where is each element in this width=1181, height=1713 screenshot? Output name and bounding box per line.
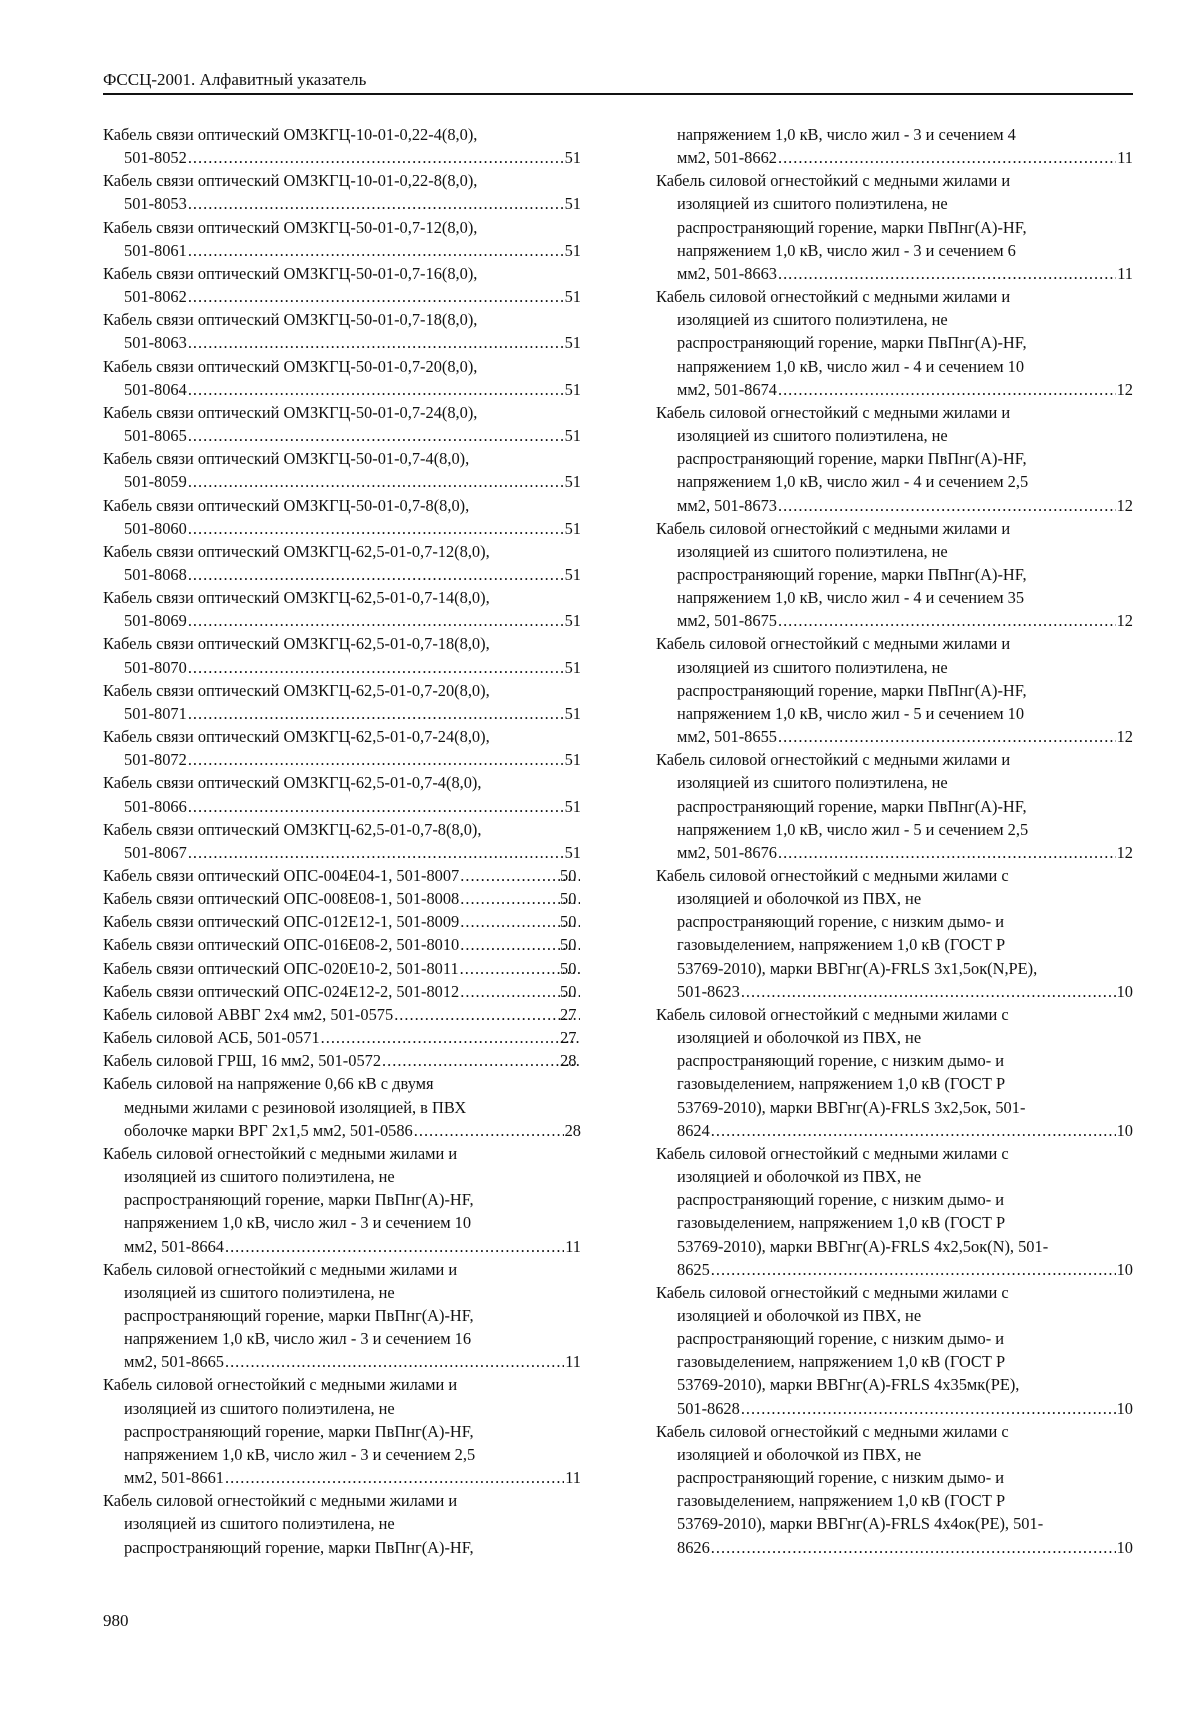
entry-line: изоляцией из сшитого полиэтилена, не [124, 1282, 395, 1302]
entry-page-ref: 28 [564, 1120, 581, 1140]
entry-code: мм2, 501-8655 [677, 727, 777, 747]
entry-last-line [124, 517, 581, 540]
entry-line: распространяющий горение, марки ПвПнг(А)-HF, [677, 449, 1027, 469]
entry-line: Кабель силовой огнестойкий с медными жилами и [103, 1375, 458, 1395]
entry-code: мм2, 501-8661 [124, 1468, 224, 1488]
entry-last-line [124, 378, 581, 401]
entry-line: 53769-2010), марки ВВГнг(А)-FRLS 3х1,5ок(N,PE), [677, 958, 1038, 978]
entry-code: 501-8070 [124, 657, 187, 677]
dot-leader [188, 146, 564, 169]
dot-leader [188, 424, 564, 447]
page-number: 980 [103, 1611, 129, 1630]
entry-line: Кабель силовой огнестойкий с медными жилами и [656, 750, 1011, 770]
index-entry [103, 818, 581, 864]
entry-last-line [124, 656, 581, 679]
entry-line: напряжением 1,0 кВ, число жил - 3 и сечением 4 [677, 125, 1016, 144]
dot-leader [394, 1003, 580, 1026]
entry-line: изоляцией из сшитого полиэтилена, не [124, 1398, 395, 1418]
entry-line: Кабель связи оптический ОМЗКГЦ-10-01-0,22-4(8,0), [103, 125, 478, 144]
dot-leader [188, 378, 564, 401]
entry-page-ref: 51 [564, 796, 581, 816]
entry-last-line: Кабель связи оптический ОПС-020Е10-2, 501-8011 ..... 50 [124, 957, 581, 980]
entry-line: медными жилами с резиновой изоляцией, в ПВХ [124, 1097, 467, 1117]
entry-line: распространяющий горение, марки ПвПнг(А)-HF, [124, 1305, 474, 1325]
entry-code: оболочке марки ВРГ 2х1,5 мм2, 501-0586 [124, 1120, 413, 1140]
entry-line: распространяющий горение, с низким дымо- и [677, 912, 1005, 932]
entry-line: Кабель силовой огнестойкий с медными жилами и [656, 287, 1011, 307]
dot-leader [778, 609, 1116, 632]
entry-code: Кабель связи оптический ОПС-024Е12-2, 501-8012 [103, 981, 460, 1001]
entry-page-ref: 51 [564, 333, 581, 353]
entry-code: Кабель связи оптический ОПС-016Е08-2, 501-8010 [103, 935, 460, 955]
dot-leader [188, 285, 564, 308]
dot-leader [414, 1119, 564, 1142]
entry-last-line [677, 1397, 1133, 1420]
entry-line: Кабель связи оптический ОМЗКГЦ-50-01-0,7-12(8,0), [103, 217, 478, 237]
entry-line: 53769-2010), марки ВВГнг(А)-FRLS 4х35мк(PE), [677, 1375, 1020, 1395]
entry-code: 501-8065 [124, 426, 187, 446]
entry-line: Кабель силовой огнестойкий с медными жилами и [103, 1491, 458, 1511]
entry-page-ref: 51 [564, 287, 581, 307]
entry-code: 501-8063 [124, 333, 187, 353]
entry-line: изоляцией из сшитого полиэтилена, не [677, 194, 948, 214]
dot-leader [778, 146, 1116, 169]
entry-code: 501-8628 [677, 1398, 740, 1418]
entry-line: Кабель силовой огнестойкий с медными жилами с [656, 1282, 1009, 1302]
entry-line: газовыделением, напряжением 1,0 кВ (ГОСТ Р [677, 1213, 1006, 1233]
index-column-left [103, 123, 581, 1559]
dot-leader [225, 1235, 564, 1258]
dot-leader [225, 1466, 564, 1489]
entry-last-line [677, 609, 1133, 632]
dot-leader [188, 795, 564, 818]
entry-page-ref: 12 [1116, 495, 1133, 515]
entry-code: мм2, 501-8663 [677, 263, 777, 283]
entry-page-ref: 10 [1116, 1398, 1133, 1418]
entry-code: 8624 [677, 1120, 710, 1140]
entry-last-line [124, 702, 581, 725]
entry-page-ref: 10 [1116, 1120, 1133, 1140]
index-entry [103, 447, 581, 493]
entry-line: Кабель связи оптический ОМЗКГЦ-50-01-0,7-8(8,0), [103, 495, 470, 515]
index-entry [103, 864, 581, 887]
entry-page-ref: 51 [564, 750, 581, 770]
entry-line: Кабель связи оптический ОМЗКГЦ-62,5-01-0,7-14(8,0), [103, 588, 490, 608]
entry-line: напряжением 1,0 кВ, число жил - 3 и сечением 2,5 [124, 1444, 476, 1464]
entry-line: изоляцией и оболочкой из ПВХ, не [677, 1028, 922, 1048]
entry-line: Кабель связи оптический ОМЗКГЦ-10-01-0,22-8(8,0), [103, 171, 478, 191]
dot-leader [188, 331, 564, 354]
dot-leader [778, 494, 1116, 517]
entry-line: напряжением 1,0 кВ, число жил - 5 и сечением 2,5 [677, 819, 1029, 839]
index-entry [103, 401, 581, 447]
entry-last-line: Кабель силовой АВВГ 2х4 мм2, 501-0575 ..... 27 [124, 1003, 581, 1026]
entry-last-line [124, 1350, 581, 1373]
entry-line: напряжением 1,0 кВ, число жил - 3 и сечением 16 [124, 1329, 472, 1349]
entry-page-ref: 51 [564, 657, 581, 677]
entry-code: 501-8060 [124, 518, 187, 538]
index-entry [103, 771, 581, 817]
entry-last-line [677, 146, 1133, 169]
entry-last-line [677, 1258, 1133, 1281]
entry-page-ref: 11 [565, 1352, 581, 1372]
entry-code: 8626 [677, 1537, 710, 1557]
entry-line: Кабель силовой огнестойкий с медными жилами с [656, 1004, 1009, 1024]
dot-leader [188, 470, 564, 493]
entry-last-line [124, 1119, 581, 1142]
entry-line: Кабель силовой огнестойкий с медными жилами с [656, 1143, 1009, 1163]
entry-line: распространяющий горение, марки ПвПнг(А)-HF, [124, 1537, 474, 1557]
entry-page-ref: 11 [1117, 263, 1133, 283]
entry-last-line [124, 748, 581, 771]
entry-code: 501-8067 [124, 842, 187, 862]
entry-line: распространяющий горение, с низким дымо- и [677, 1190, 1005, 1210]
dot-leader [188, 192, 564, 215]
index-entry [103, 1258, 581, 1374]
dot-leader [188, 563, 564, 586]
entry-code: 501-8069 [124, 611, 187, 631]
index-entry [103, 1049, 581, 1072]
entry-last-line: Кабель связи оптический ОПС-004Е04-1, 501-8007 ..... 50 [124, 864, 581, 887]
entry-page-ref: 51 [564, 426, 581, 446]
index-entry [656, 864, 1133, 1003]
entry-line: Кабель связи оптический ОМЗКГЦ-50-01-0,7-16(8,0), [103, 263, 478, 283]
entry-line: газовыделением, напряжением 1,0 кВ (ГОСТ Р [677, 1074, 1006, 1094]
entry-page-ref: 51 [564, 842, 581, 862]
entry-line: напряжением 1,0 кВ, число жил - 4 и сечением 2,5 [677, 472, 1029, 492]
entry-code: 501-8071 [124, 703, 187, 723]
entry-line: напряжением 1,0 кВ, число жил - 3 и сечением 10 [124, 1213, 472, 1233]
entry-line: Кабель силовой огнестойкий с медными жилами и [656, 402, 1011, 422]
dot-leader [741, 1397, 1116, 1420]
dot-leader [778, 378, 1116, 401]
entry-line: Кабель силовой огнестойкий с медными жилами с [656, 1421, 1009, 1441]
entry-line: изоляцией из сшитого полиэтилена, не [677, 541, 948, 561]
entry-last-line: Кабель силовой ГРШ, 16 мм2, 501-0572 ..... 28 [124, 1049, 581, 1072]
entry-line: Кабель связи оптический ОМЗКГЦ-50-01-0,7-18(8,0), [103, 310, 478, 330]
entry-line: Кабель связи оптический ОМЗКГЦ-50-01-0,7-24(8,0), [103, 402, 478, 422]
entry-last-line [677, 262, 1133, 285]
index-entry [103, 679, 581, 725]
index-entry [103, 933, 581, 956]
entry-last-line [677, 494, 1133, 517]
entry-line: Кабель силовой на напряжение 0,66 кВ с двумя [103, 1074, 434, 1094]
entry-line: изоляцией из сшитого полиэтилена, не [124, 1167, 395, 1187]
entry-line: распространяющий горение, марки ПвПнг(А)-HF, [677, 217, 1027, 237]
entry-last-line: Кабель связи оптический ОПС-008Е08-1, 501-8008 ..... 50 [124, 887, 581, 910]
entry-code: 501-8623 [677, 981, 740, 1001]
index-entry [103, 980, 581, 1003]
dot-leader [321, 1026, 580, 1049]
entry-code: Кабель связи оптический ОПС-004Е04-1, 501-8007 [103, 866, 460, 885]
index-entry [103, 910, 581, 933]
entry-page-ref: 51 [564, 379, 581, 399]
entry-line: Кабель силовой огнестойкий с медными жилами и [656, 518, 1011, 538]
entry-code: мм2, 501-8664 [124, 1236, 224, 1256]
dot-leader [188, 841, 564, 864]
entry-last-line [677, 980, 1133, 1003]
entry-last-line [677, 725, 1133, 748]
entry-code: 501-8053 [124, 194, 187, 214]
dot-leader [778, 841, 1116, 864]
entry-code: Кабель связи оптический ОПС-012Е12-1, 501-8009 [103, 912, 460, 932]
dot-leader [382, 1049, 580, 1072]
index-entry [656, 169, 1133, 285]
entry-last-line [124, 609, 581, 632]
entry-line: 53769-2010), марки ВВГнг(А)-FRLS 3х2,5ок, 501- [677, 1097, 1026, 1117]
entry-line: распространяющий горение, марки ПвПнг(А)-HF, [677, 564, 1027, 584]
entry-line: Кабель связи оптический ОМЗКГЦ-62,5-01-0,7-12(8,0), [103, 541, 490, 561]
index-entry [103, 957, 581, 980]
entry-line: Кабель связи оптический ОМЗКГЦ-62,5-01-0,7-4(8,0), [103, 773, 482, 793]
index-entry [103, 632, 581, 678]
entry-code: мм2, 501-8674 [677, 379, 777, 399]
dot-leader [188, 656, 564, 679]
entry-page-ref: 51 [564, 611, 581, 631]
dot-leader [778, 262, 1116, 285]
entry-line: распространяющий горение, марки ПвПнг(А)-HF, [677, 796, 1027, 816]
entry-line: напряжением 1,0 кВ, число жил - 5 и сечением 10 [677, 703, 1025, 723]
entry-last-line: Кабель связи оптический ОПС-024Е12-2, 501-8012 ..... 50 [124, 980, 581, 1003]
entry-line: изоляцией и оболочкой из ПВХ, не [677, 1167, 922, 1187]
entry-page-ref: 11 [565, 1236, 581, 1256]
entry-line: газовыделением, напряжением 1,0 кВ (ГОСТ Р [677, 1352, 1006, 1372]
entry-line: напряжением 1,0 кВ, число жил - 4 и сечением 35 [677, 588, 1025, 608]
dot-leader [188, 748, 564, 771]
dot-leader [741, 980, 1116, 1003]
entry-code: 501-8072 [124, 750, 187, 770]
entry-last-line [124, 470, 581, 493]
running-header: ФССЦ-2001. Алфавитный указатель [103, 70, 1133, 95]
index-entry [656, 285, 1133, 401]
entry-last-line [124, 563, 581, 586]
dot-leader [711, 1536, 1116, 1559]
index-entry [103, 1142, 581, 1258]
entry-code: Кабель силовой ГРШ, 16 мм2, 501-0572 [103, 1051, 382, 1071]
dot-leader [188, 517, 564, 540]
entry-line: напряжением 1,0 кВ, число жил - 4 и сечением 10 [677, 356, 1025, 376]
entry-line: изоляцией из сшитого полиэтилена, не [677, 657, 948, 677]
entry-page-ref: 10 [1116, 981, 1133, 1001]
entry-line: Кабель связи оптический ОМЗКГЦ-62,5-01-0,7-20(8,0), [103, 680, 490, 700]
entry-page-ref: 12 [1116, 379, 1133, 399]
index-entry [103, 355, 581, 401]
index-entry [103, 216, 581, 262]
entry-last-line [677, 1536, 1133, 1559]
entry-line: Кабель силовой огнестойкий с медными жилами и [103, 1259, 458, 1279]
entry-code: Кабель силовой АВВГ 2х4 мм2, 501-0575 [103, 1004, 394, 1024]
entry-page-ref: 51 [564, 472, 581, 492]
entry-line: распространяющий горение, марки ПвПнг(А)-HF, [124, 1421, 474, 1441]
index-entry [103, 586, 581, 632]
entry-line: Кабель связи оптический ОМЗКГЦ-62,5-01-0,7-24(8,0), [103, 727, 490, 747]
entry-code: мм2, 501-8673 [677, 495, 777, 515]
dot-leader [711, 1258, 1116, 1281]
index-entry [103, 123, 581, 169]
entry-last-line [124, 1235, 581, 1258]
index-entry [103, 1026, 581, 1049]
entry-line: распространяющий горение, марки ПвПнг(А)-HF, [677, 333, 1027, 353]
entry-code: Кабель связи оптический ОПС-008Е08-1, 501-8008 [103, 889, 460, 909]
index-entry [656, 123, 1133, 169]
entry-last-line [124, 841, 581, 864]
entry-last-line [124, 424, 581, 447]
dot-leader [188, 609, 564, 632]
entry-last-line [677, 1119, 1133, 1142]
entry-page-ref: 10 [1116, 1537, 1133, 1557]
entry-page-ref: 51 [564, 194, 581, 214]
entry-last-line: Кабель связи оптический ОПС-016Е08-2, 501-8010 ..... 50 [124, 933, 581, 956]
dot-leader [188, 239, 564, 262]
entry-line: изоляцией из сшитого полиэтилена, не [677, 310, 948, 330]
index-entry [656, 1142, 1133, 1281]
entry-line: Кабель связи оптический ОМЗКГЦ-62,5-01-0,7-8(8,0), [103, 819, 482, 839]
entry-code: Кабель силовой АСБ, 501-0571 [103, 1028, 320, 1048]
entry-line: изоляцией из сшитого полиэтилена, не [677, 426, 948, 446]
entry-code: 501-8062 [124, 287, 187, 307]
dot-leader [188, 702, 564, 725]
index-entry [656, 1281, 1133, 1420]
entry-last-line [124, 795, 581, 818]
entry-last-line [124, 331, 581, 354]
entry-code: 501-8066 [124, 796, 187, 816]
entry-code: 501-8064 [124, 379, 187, 399]
index-entry [103, 1072, 581, 1141]
index-entry [656, 401, 1133, 517]
index-entry [103, 1489, 581, 1558]
entry-last-line [124, 192, 581, 215]
entry-page-ref: 51 [564, 148, 581, 168]
entry-code: 501-8052 [124, 148, 187, 168]
entry-page-ref: 12 [1116, 727, 1133, 747]
entry-line: Кабель силовой огнестойкий с медными жилами и [103, 1143, 458, 1163]
entry-line: Кабель связи оптический ОМЗКГЦ-62,5-01-0,7-18(8,0), [103, 634, 490, 654]
entry-line: Кабель силовой огнестойкий с медными жилами и [656, 634, 1011, 654]
entry-page-ref: 12 [1116, 842, 1133, 862]
entry-code: 501-8059 [124, 472, 187, 492]
index-entry [103, 540, 581, 586]
dot-leader [711, 1119, 1116, 1142]
entry-last-line: Кабель связи оптический ОПС-012Е12-1, 501-8009 ..... 50 [124, 910, 581, 933]
index-entry [656, 632, 1133, 748]
entry-line: Кабель силовой огнестойкий с медными жилами с [656, 866, 1009, 885]
entry-line: изоляцией из сшитого полиэтилена, не [677, 773, 948, 793]
entry-line: напряжением 1,0 кВ, число жил - 3 и сечением 6 [677, 240, 1016, 260]
entry-line: 53769-2010), марки ВВГнг(А)-FRLS 4х2,5ок(N), 501- [677, 1236, 1049, 1256]
index-entry [103, 1373, 581, 1489]
entry-line: изоляцией и оболочкой из ПВХ, не [677, 889, 922, 909]
entry-last-line [124, 1466, 581, 1489]
index-entry [656, 1420, 1133, 1559]
entry-line: газовыделением, напряжением 1,0 кВ (ГОСТ Р [677, 1491, 1006, 1511]
entry-line: изоляцией и оболочкой из ПВХ, не [677, 1444, 922, 1464]
index-column-right [656, 123, 1133, 1559]
entry-line: 53769-2010), марки ВВГнг(А)-FRLS 4х4ок(PE), 501- [677, 1514, 1044, 1534]
index-entry [103, 1003, 581, 1026]
entry-line: изоляцией из сшитого полиэтилена, не [124, 1514, 395, 1534]
entry-last-line: Кабель силовой АСБ, 501-0571 ..... 27 [124, 1026, 581, 1049]
dot-leader [778, 725, 1116, 748]
index-entry [103, 887, 581, 910]
entry-code: мм2, 501-8662 [677, 148, 777, 168]
entry-last-line [124, 239, 581, 262]
entry-code: 501-8061 [124, 240, 187, 260]
entry-code: 8625 [677, 1259, 710, 1279]
entry-page-ref: 11 [1117, 148, 1133, 168]
index-entry [656, 748, 1133, 864]
entry-line: распространяющий горение, с низким дымо- и [677, 1051, 1005, 1071]
index-entry [103, 308, 581, 354]
entry-page-ref: 10 [1116, 1259, 1133, 1279]
entry-line: изоляцией и оболочкой из ПВХ, не [677, 1305, 922, 1325]
entry-last-line [124, 146, 581, 169]
index-entry [103, 725, 581, 771]
entry-page-ref: 51 [564, 703, 581, 723]
entry-line: Кабель связи оптический ОМЗКГЦ-50-01-0,7-20(8,0), [103, 356, 478, 376]
entry-line: распространяющий горение, марки ПвПнг(А)-HF, [124, 1190, 474, 1210]
entry-last-line [677, 378, 1133, 401]
entry-line: Кабель силовой огнестойкий с медными жилами и [656, 171, 1011, 191]
entry-line: распространяющий горение, с низким дымо- и [677, 1468, 1005, 1488]
entry-page-ref: 12 [1116, 611, 1133, 631]
index-entry [103, 169, 581, 215]
entry-page-ref: 51 [564, 518, 581, 538]
entry-last-line [677, 841, 1133, 864]
entry-line: газовыделением, напряжением 1,0 кВ (ГОСТ Р [677, 935, 1006, 955]
index-entry [656, 517, 1133, 633]
entry-code: 501-8068 [124, 564, 187, 584]
index-entry [103, 494, 581, 540]
entry-code: мм2, 501-8676 [677, 842, 777, 862]
index-entry [103, 262, 581, 308]
dot-leader [225, 1350, 564, 1373]
entry-line: распространяющий горение, марки ПвПнг(А)-HF, [677, 680, 1027, 700]
index-entry [656, 1003, 1133, 1142]
entry-code: Кабель связи оптический ОПС-020Е10-2, 501-8011 [103, 958, 459, 978]
entry-line: распространяющий горение, с низким дымо- и [677, 1329, 1005, 1349]
entry-page-ref: 11 [565, 1468, 581, 1488]
entry-line: Кабель связи оптический ОМЗКГЦ-50-01-0,7-4(8,0), [103, 449, 470, 469]
entry-page-ref: 51 [564, 240, 581, 260]
entry-last-line [124, 285, 581, 308]
entry-page-ref: 51 [564, 564, 581, 584]
entry-code: мм2, 501-8675 [677, 611, 777, 631]
entry-code: мм2, 501-8665 [124, 1352, 224, 1372]
